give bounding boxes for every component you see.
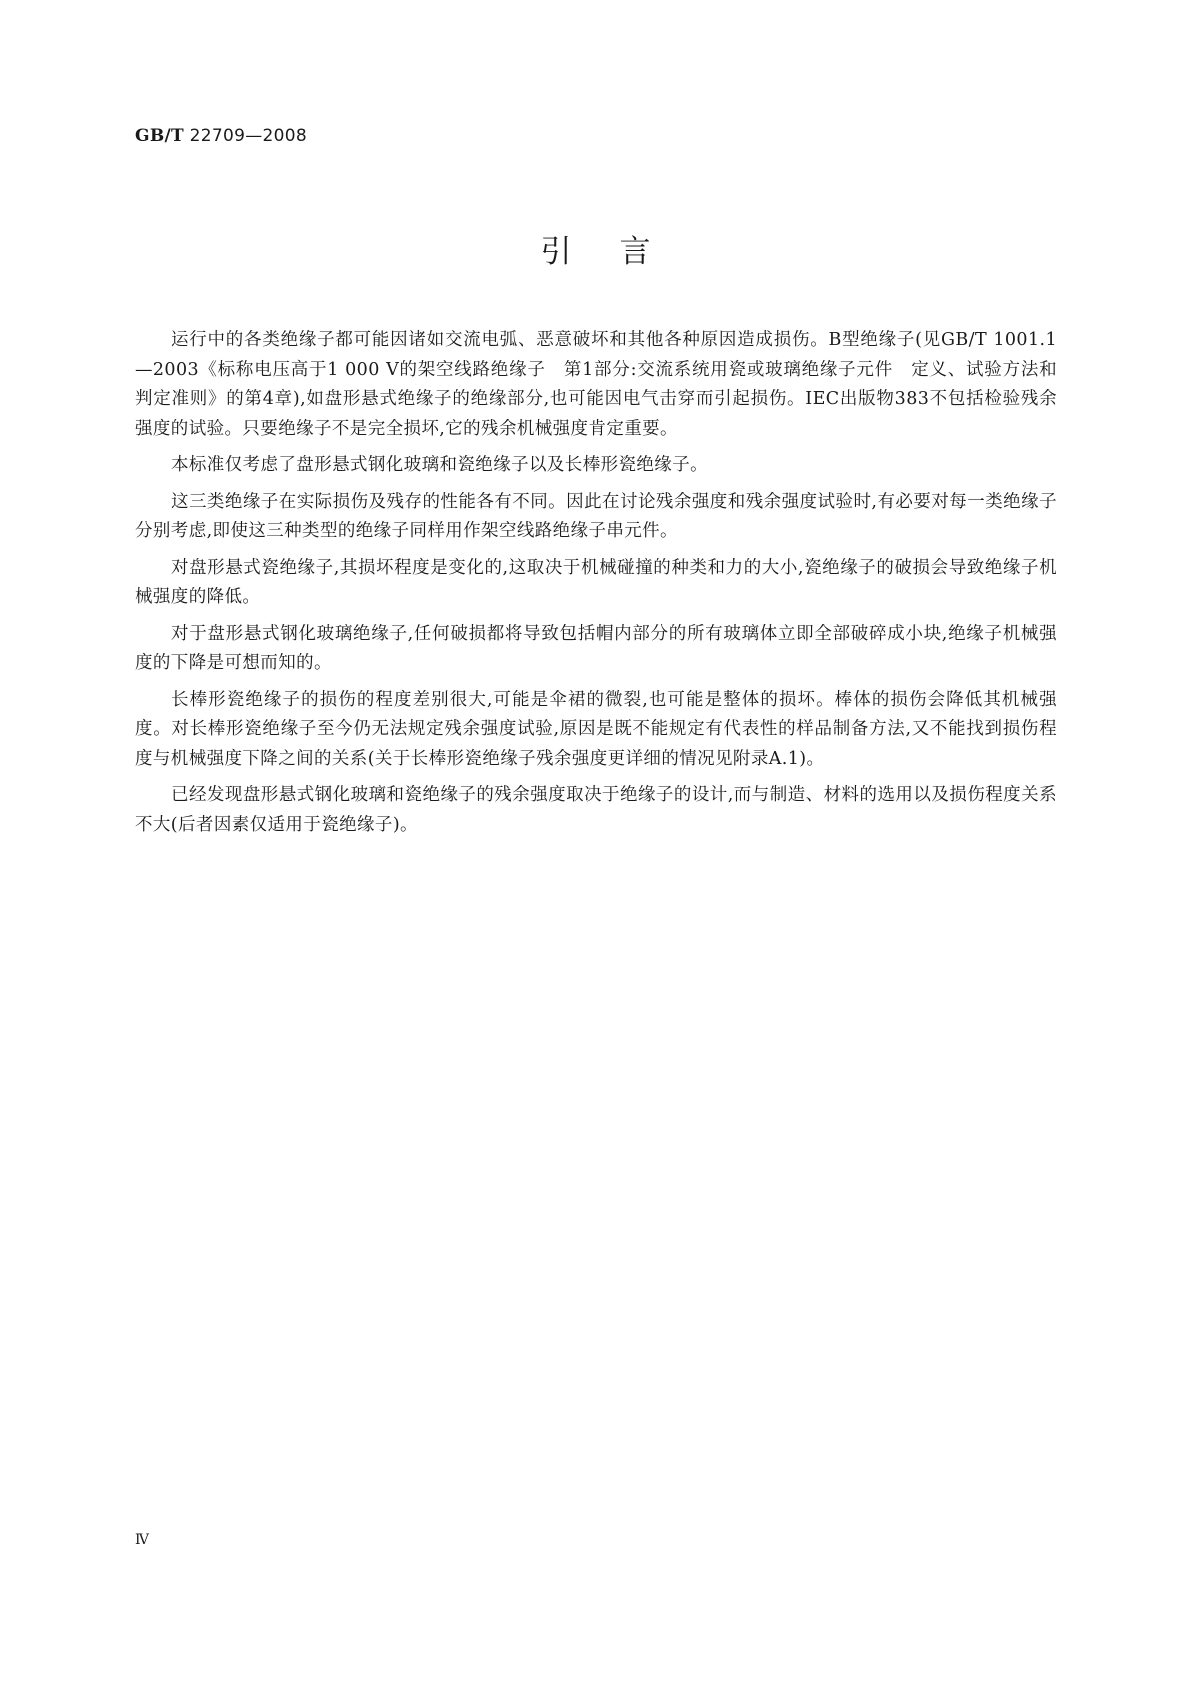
- paragraph: 已经发现盘形悬式钢化玻璃和瓷绝缘子的残余强度取决于绝缘子的设计,而与制造、材料的选用以及损伤程度关系不大(后者因素仅适用于瓷绝缘子)。: [135, 785, 1057, 835]
- page-title: 引言: [540, 234, 699, 270]
- paragraph: 本标准仅考虑了盘形悬式钢化玻璃和瓷绝缘子以及长棒形瓷绝缘子。: [171, 455, 708, 475]
- paragraph: 这三类绝缘子在实际损伤及残存的性能各有不同。因此在讨论残余强度和残余强度试验时,有必要对每一类绝缘子分别考虑,即使这三种类型的绝缘子同样用作架空线路绝缘子串元件。: [135, 491, 1057, 541]
- paragraph: 对盘形悬式瓷绝缘子,其损坏程度是变化的,这取决于机械碰撞的种类和力的大小,瓷绝缘子的破损会导致绝缘子机械强度的降低。: [135, 557, 1057, 607]
- standard-prefix: GB/T: [135, 126, 184, 146]
- paragraph: 对于盘形悬式钢化玻璃绝缘子,任何破损都将导致包括帽内部分的所有玻璃体立即全部破碎成小块,绝缘子机械强度的下降是可想而知的。: [135, 623, 1057, 673]
- standard-code: [135, 126, 307, 146]
- body-text: [135, 326, 1057, 847]
- page-number: Ⅳ: [135, 1532, 149, 1548]
- paragraph: 长棒形瓷绝缘子的损伤的程度差别很大,可能是伞裙的微裂,也可能是整体的损坏。棒体的损伤会降低其机械强度。对长棒形瓷绝缘子至今仍无法规定残余强度试验,原因是既不能规定有代表性的样品制备方法,又不能找到损伤程度与机械强度下降之间的关系(关于长棒形瓷绝缘子残余强度更详细的情况见附录A.1)。: [135, 689, 1057, 769]
- standard-number: 22709—2008: [189, 126, 308, 146]
- paragraph: 运行中的各类绝缘子都可能因诸如交流电弧、恶意破坏和其他各种原因造成损伤。B型绝缘子(见GB/T 1001.1—2003《标称电压高于1 000 V的架空线路绝缘子 第1部分:交流系统用瓷或玻璃绝缘子元件 定义、试验方法和判定准则》的第4章),如盘形悬式绝缘子的绝缘部分,也可能因电气击穿而引起损伤。IEC出版物383不包括检验残余强度的试验。只要绝缘子不是完全损坏,它的残余机械强度肯定重要。: [135, 330, 1057, 439]
